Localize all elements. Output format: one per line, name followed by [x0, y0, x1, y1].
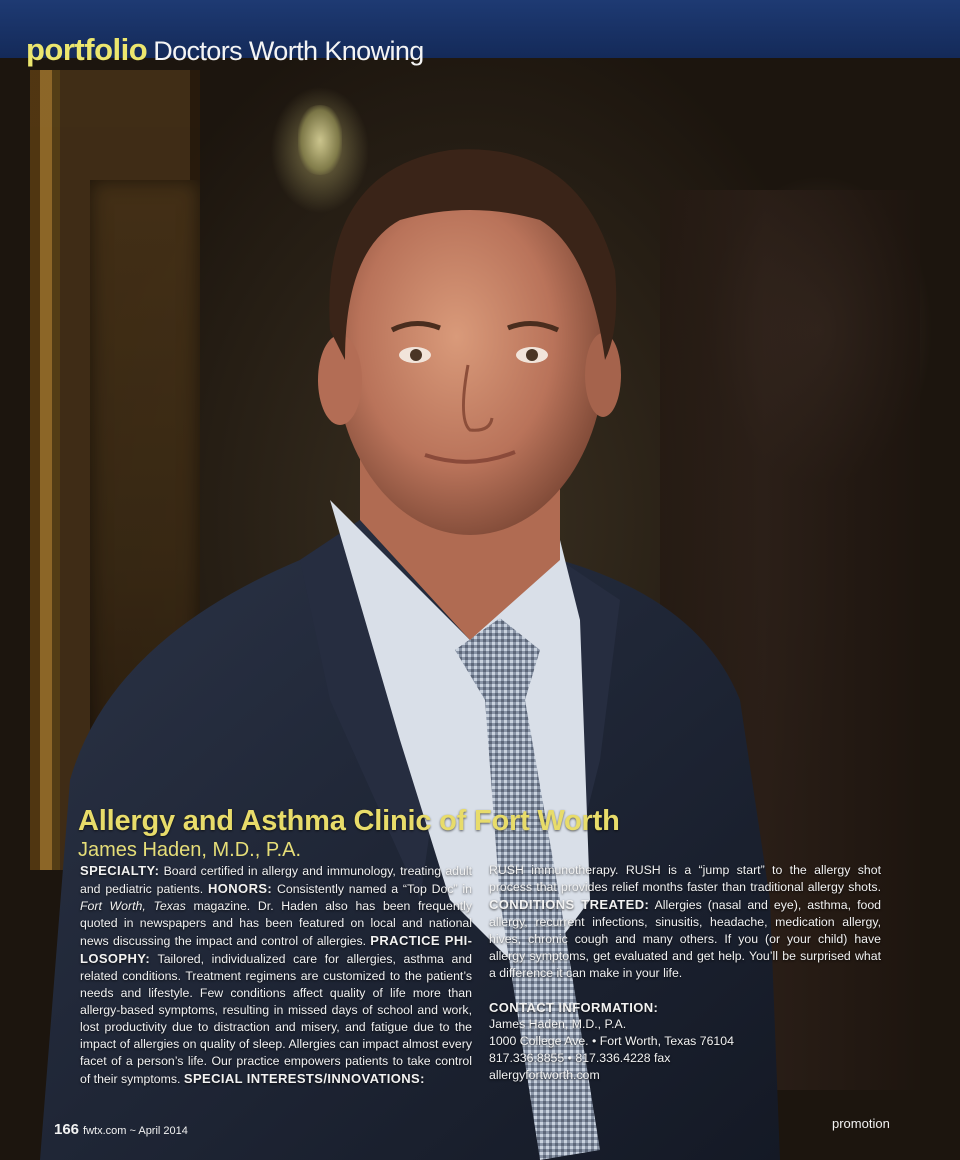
- page-folio: [54, 1121, 188, 1139]
- contact-phones: 817.336.8855 • 817.336.4228 fax: [489, 1051, 671, 1065]
- conditions-text: Allergies (nasal and eye), asthma, food allergy, recurrent infections, sinusitis, headache, medication allergy, hives, chronic cough and many others. If you (or your child) have allergy symptoms, get evaluated and get help. You’ll be surprised what a difference it can make in your life.: [489, 898, 882, 980]
- contact-address: 1000 College Ave. • Fort Worth, Texas 76104: [489, 1034, 734, 1048]
- clinic-name: Allergy and Asthma Clinic of Fort Worth: [78, 805, 620, 837]
- honors-text: Consistently named a “Top Doc” in: [272, 882, 473, 896]
- page-number: 166: [54, 1121, 80, 1138]
- honors-label: HONORS:: [207, 881, 273, 896]
- conditions-label: CONDITIONS TREATED:: [489, 897, 650, 912]
- magazine-name: Fort Worth, Texas: [80, 899, 186, 913]
- specialty-label: SPECIALTY:: [80, 863, 160, 878]
- philosophy-text: Tailored, individualized care for allergies, asthma and related conditions. Treatment regimens are customized to the patient’s needs and lifestyle. Few conditions affect quality of life more than allergy-based symptoms, resulting in missed days of school and work, lost productivity due to distraction and misery, and fatigue due to the impact of allergies on quality of sleep. Allergies can impact almost every facet of a person’s life. Our practice empowers patients to take control of their symptoms.: [80, 952, 472, 1086]
- interests-text: RUSH immunotherapy. RUSH is a “jump start” to the allergy shot process that provides relief months faster than traditional allergy shots.: [489, 863, 881, 894]
- philosophy-label: PRACTICE PHILOSOPHY:: [80, 933, 472, 966]
- body-column-left: [80, 862, 472, 1088]
- body-column-right: [489, 862, 881, 1084]
- doctor-name: James Haden, M.D., P.A.: [78, 839, 302, 861]
- publication-info: fwtx.com ~ April 2014: [83, 1125, 188, 1137]
- section-header: [26, 32, 424, 68]
- promotion-tag: promotion: [832, 1116, 890, 1131]
- contact-heading: CONTACT INFORMATION:: [489, 1000, 659, 1015]
- specialty-text: Board certified in allergy and immunology, treating adult and pediatric patients.: [80, 864, 472, 896]
- interests-label: SPECIAL INTERESTS/INNOVATIONS:: [183, 1071, 425, 1086]
- section-subtitle: Doctors Worth Knowing: [153, 36, 424, 66]
- profile-heading: [78, 804, 898, 862]
- section-name: portfolio: [26, 32, 148, 67]
- honors-text-2: magazine. Dr. Haden also has been frequently quoted in newspapers and has been featured on local and national news discussing the impact and control of allergies.: [80, 899, 472, 948]
- contact-website[interactable]: allergyfortworth.com: [489, 1068, 600, 1082]
- contact-name: James Haden, M.D., P.A.: [489, 1017, 627, 1031]
